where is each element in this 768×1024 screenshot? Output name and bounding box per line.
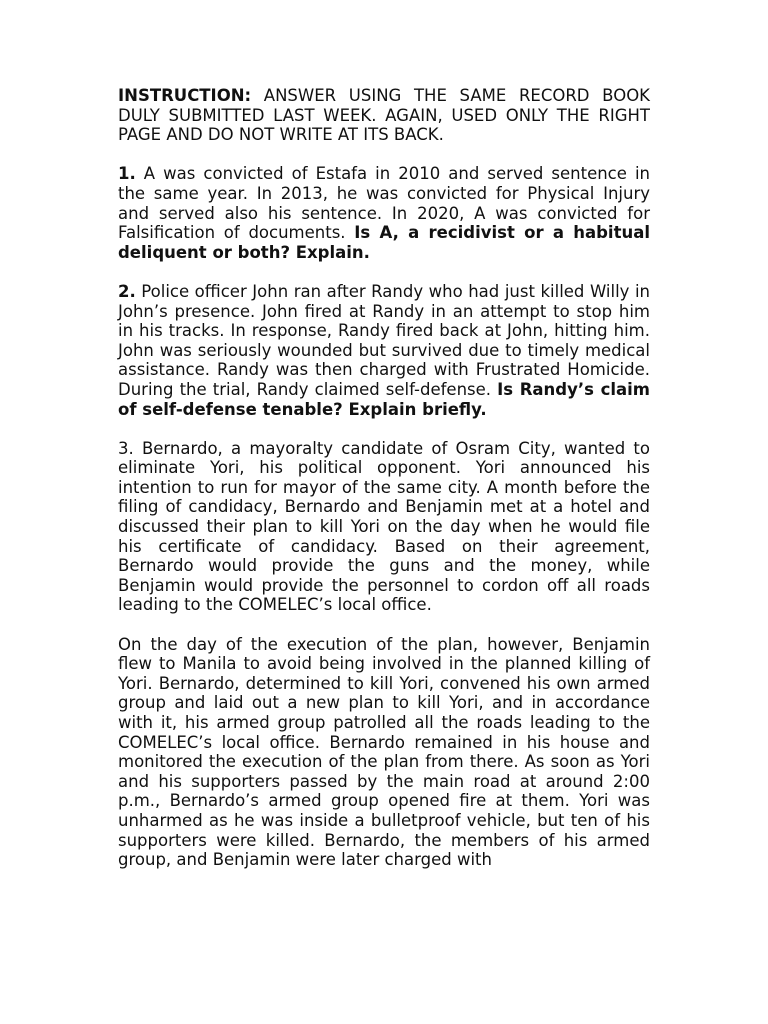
instruction-paragraph [118, 86, 650, 145]
question-1-paragraph [118, 164, 650, 262]
question-1-body: A was convicted of Estafa in 2010 and served sentence in the same year. In 2013, he was convicted for Physical Injury and served also his sentence. In 2020, A was convicted for Falsification of documents. [118, 164, 650, 243]
question-2-body: Police officer John ran after Randy who had just killed Willy in John’s presence. John fired at Randy in an attempt to stop him in his tracks. In response, Randy fired back at John, hitting him. John was seriously wounded but survived due to timely medical assistance. Randy was then charged with Frustrated Homicide. During the trial, Randy claimed self-defense. [118, 281, 650, 399]
instruction-label: INSTRUCTION: [118, 86, 252, 105]
question-2-paragraph [118, 282, 650, 419]
document-page [118, 86, 650, 889]
question-1-number: 1. [118, 164, 136, 184]
question-2-prompt: Is Randy’s claim of self-defense tenable? Explain briefly. [118, 379, 650, 419]
question-2-number: 2. [118, 281, 136, 301]
instruction-text: ANSWER USING THE SAME RECORD BOOK DULY SUBMITTED LAST WEEK. AGAIN, USED ONLY THE RIGHT PAGE AND DO NOT WRITE AT ITS BACK. [118, 86, 650, 145]
question-1-prompt: Is A, a recidivist or a habitual deliquent or both? Explain. [118, 223, 650, 262]
question-3-continuation-paragraph: On the day of the execution of the plan, however, Benjamin flew to Manila to avoid being involved in the planned killing of Yori. Bernardo, determined to kill Yori, convened his own armed group and laid out a new plan to kill Yori, and in accordance with it, his armed group patrolled all the roads leading to the COMELEC’s local office. Bernardo remained in his house and monitored the execution of the plan from there. As soon as Yori and his supporters passed by the main road at around 2:00 p.m., Bernardo’s armed group opened fire at them. Yori was unharmed as he was inside a bulletproof vehicle, but ten of his supporters were killed. Bernardo, the members of his armed group, and Benjamin were later charged with [118, 634, 650, 870]
question-3-paragraph: 3. Bernardo, a mayoralty candidate of Osram City, wanted to eliminate Yori, his political opponent. Yori announced his intention to run for mayor of the same city. A month before the filing of candidacy, Bernardo and Benjamin met at a hotel and discussed their plan to kill Yori on the day when he would file his certificate of candidacy. Based on their agreement, Bernardo would provide the guns and the money, while Benjamin would provide the personnel to cordon off all roads leading to the COMELEC’s local office. [118, 438, 650, 615]
